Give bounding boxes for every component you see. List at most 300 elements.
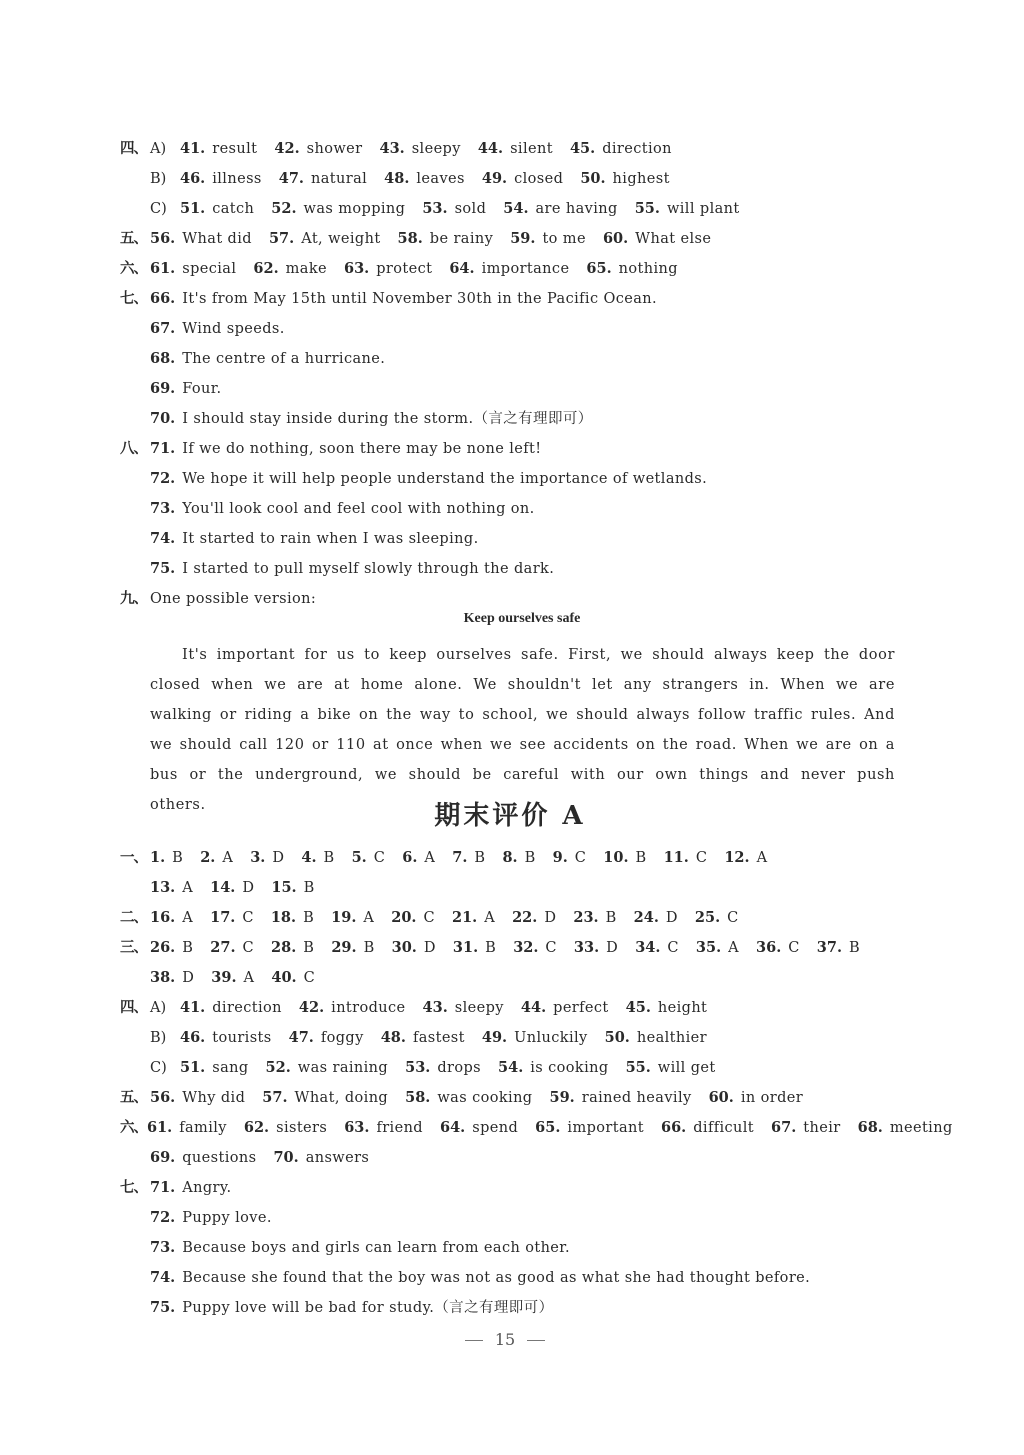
answer-items [150,464,724,494]
answer-row [120,963,910,993]
question-number: 9. [552,849,568,866]
question-number: 59. [549,1089,575,1106]
answer-items [150,843,784,873]
answer-text: Puppy love. [182,1210,272,1226]
question-number: 33. [573,939,600,956]
answer-row [120,933,910,963]
answer-item [150,224,252,254]
question-number: 48. [380,1029,406,1046]
answer-row [120,494,910,524]
answer-row [120,134,910,164]
answer-row [120,1173,910,1203]
answer-row [120,164,910,194]
answer-item [344,254,432,284]
answer-text: leaves [416,171,465,187]
answer-item [605,1023,707,1053]
answer-item [299,993,406,1023]
answer-item [352,843,386,873]
answer-text: I should stay inside during the storm.（言之有理即可） [182,411,593,427]
answer-text: D [272,850,285,866]
answer-item [817,933,860,963]
question-number: 28. [271,939,297,956]
answer-item [271,903,314,933]
question-number: 64. [449,260,475,277]
answer-items [150,963,332,993]
answer-text: nothing [618,261,678,277]
answer-item [150,903,193,933]
answer-text: D [665,910,678,926]
question-number: 8. [502,849,518,866]
answer-item [586,254,678,284]
answer-text: closed [514,171,564,187]
answer-row [120,1233,910,1263]
answer-text: A [182,910,194,926]
question-number: 56. [150,1089,176,1106]
answer-item [405,1083,532,1113]
answer-item [150,933,193,963]
answer-items [150,344,402,374]
answer-items [150,1143,386,1173]
question-number: 42. [298,999,325,1016]
answer-item [211,963,254,993]
question-number: 58. [405,1089,431,1106]
essay-body [150,640,895,820]
section-label: 四、 [120,140,147,157]
answer-item [392,933,436,963]
answer-text: B [474,850,486,866]
answer-item [379,134,460,164]
answer-item [521,993,609,1023]
answer-item [150,1143,256,1173]
answer-text: If we do nothing, soon there may be none left! [182,441,542,457]
answer-text: B [303,910,315,926]
answer-text: difficult [693,1120,755,1136]
answer-item [244,1113,327,1143]
answer-row [120,584,910,614]
answer-item [301,843,334,873]
answer-text: B [849,940,861,956]
answer-text: Why did [182,1090,246,1106]
question-number: 47. [278,170,304,187]
question-number: 63. [344,1119,370,1136]
answer-text: height [657,1000,708,1016]
question-number: 70. [150,410,176,427]
answer-item [510,224,586,254]
section-label: 一、 [120,849,147,866]
answer-item [503,194,617,224]
question-number: 57. [268,230,295,247]
section-label: 五、 [120,230,147,247]
question-number: 52. [271,200,297,217]
dash-left [465,1340,483,1341]
question-number: 49. [481,170,508,187]
answer-item [405,1053,481,1083]
answer-item [756,933,800,963]
question-number: 47. [288,1029,314,1046]
answer-text: C [667,940,679,956]
section-label: 三、 [120,939,147,956]
question-number: 63. [344,260,370,277]
answer-text: C [788,940,800,956]
answer-text: questions [182,1150,257,1166]
answer-text: A [222,850,234,866]
answer-text: B [303,880,315,896]
question-number: 43. [422,999,448,1016]
question-number: 68. [857,1119,883,1136]
answer-text: introduce [331,1000,406,1016]
question-number: 73. [150,500,176,517]
section-label: 九、 [120,590,147,607]
answer-text: catch [212,201,255,217]
answer-text: special [182,261,237,277]
question-number: 53. [422,200,448,217]
question-number: 35. [695,939,722,956]
answer-item [635,933,679,963]
answer-item [150,963,194,993]
answer-row [120,554,910,584]
answer-items [150,1173,249,1203]
answer-row [120,254,910,284]
question-number: 32. [513,939,539,956]
answer-text: C [423,910,435,926]
answer-text: is cooking [530,1060,609,1076]
answer-item [580,164,669,194]
answer-text: sisters [276,1120,328,1136]
question-number: 15. [271,879,297,896]
answer-text: spend [472,1120,519,1136]
answer-item [180,1023,272,1053]
answer-items [150,933,877,963]
question-number: 65. [586,260,612,277]
answer-item [452,843,485,873]
answer-item [402,843,435,873]
question-number: 38. [150,969,176,986]
question-number: 46. [180,170,206,187]
answer-text: D [423,940,436,956]
answer-text: Puppy love will be bad for study.（言之有理即可） [182,1300,554,1316]
question-number: 74. [150,1269,176,1286]
question-number: 1. [150,849,166,866]
answer-text: C [574,850,587,866]
question-number: 42. [274,140,300,157]
answer-text: Unluckily [514,1030,588,1046]
answer-item [381,1023,465,1053]
question-number: 29. [331,939,357,956]
section-label: 八、 [120,440,147,457]
answer-items [180,993,724,1023]
question-number: 41. [180,140,206,157]
answer-row [120,314,910,344]
answer-row [120,434,910,464]
answer-item [724,843,767,873]
answer-text: to me [542,231,586,247]
answer-items [150,873,332,903]
answer-text: You'll look cool and feel cool with nothing on. [182,501,535,517]
answer-item [150,464,707,494]
answer-text: in order [740,1090,804,1106]
answer-item [150,254,236,284]
answer-text: C [242,910,254,926]
answer-text: B [635,850,647,866]
answer-text: direction [212,1000,282,1016]
answer-text: was mopping [303,201,406,217]
answer-item [550,1083,692,1113]
question-number: 64. [440,1119,466,1136]
question-number: 66. [150,290,176,307]
answer-item [331,933,374,963]
answer-items [150,1293,570,1323]
answer-items [150,254,695,284]
question-number: 11. [663,849,689,866]
question-number: 55. [634,200,660,217]
answer-text: One possible version: [150,591,317,607]
answer-item [150,284,657,314]
answer-row [120,1143,910,1173]
answer-text: friend [376,1120,423,1136]
question-number: 45. [625,999,651,1016]
answer-item [180,194,254,224]
answer-text: their [803,1120,841,1136]
page-number-text: 15 [494,1330,516,1349]
question-number: 67. [771,1119,797,1136]
answer-row [120,1083,910,1113]
question-number: 31. [452,939,479,956]
subsection-label: C) [150,201,167,217]
answer-text: B [303,940,315,956]
question-number: 60. [708,1089,734,1106]
answer-items [150,374,239,404]
answer-text: D [606,940,619,956]
answer-text: sold [454,201,487,217]
question-number: 27. [210,939,236,956]
answer-row [120,1023,910,1053]
question-number: 26. [150,939,176,956]
dash-right [527,1340,545,1341]
subsection-label: B) [150,1030,167,1046]
answer-item [696,933,739,963]
answer-item [858,1113,953,1143]
question-number: 39. [211,969,237,986]
answer-item [210,873,254,903]
answer-items [150,434,559,464]
answer-item [262,1083,388,1113]
question-number: 49. [481,1029,508,1046]
answer-item [423,993,504,1023]
answer-items [150,224,728,254]
answer-text: A [243,970,255,986]
section-label: 五、 [120,1089,147,1106]
answer-row [120,993,910,1023]
answer-item [150,524,479,554]
question-number: 61. [150,260,176,277]
answer-text: B [323,850,335,866]
answer-text: D [182,970,195,986]
question-number: 71. [150,1179,176,1196]
answer-items [180,1053,733,1083]
question-number: 43. [379,140,405,157]
answer-item [289,1023,364,1053]
question-number: 37. [816,939,842,956]
answer-item [664,843,708,873]
answer-items [180,1023,724,1053]
question-number: 7. [452,849,468,866]
answer-row [120,524,910,554]
answer-text: Four. [182,381,222,397]
answer-item [150,1083,245,1113]
answer-item [180,1053,249,1083]
question-number: 62. [253,260,279,277]
question-number: 19. [331,909,357,926]
question-number: 75. [150,560,176,577]
answer-row [120,194,910,224]
page-number [0,1330,1010,1349]
answer-text: was raining [297,1060,389,1076]
question-number: 57. [262,1089,288,1106]
answer-text: make [285,261,327,277]
answer-items [150,1263,827,1293]
answer-items [180,134,689,164]
answer-text: was cooking [437,1090,533,1106]
answer-text: C [303,970,316,986]
answer-text: At, weight [301,231,381,247]
answer-items [150,1203,289,1233]
answer-items [150,524,496,554]
question-number: 52. [265,1059,291,1076]
answer-row [120,374,910,404]
answer-item [513,933,557,963]
answer-text: tourists [212,1030,272,1046]
answer-text: Because she found that the boy was not as good as what she had thought before. [182,1270,811,1286]
answer-text: What else [635,231,712,247]
answer-item [452,903,495,933]
answer-item [512,903,556,933]
answer-text: A [756,850,768,866]
question-number: 72. [150,1209,176,1226]
answer-item [150,314,285,344]
answer-row [120,344,910,374]
essay-title: Keep ourselves safe [463,611,581,626]
answer-text: important [567,1120,644,1136]
answer-list-part2 [120,843,953,1323]
answer-items [150,314,302,344]
answer-item [150,344,385,374]
answer-items [150,903,756,933]
question-number: 6. [402,849,418,866]
question-number: 54. [498,1059,524,1076]
question-number: 5. [351,849,367,866]
question-number: 67. [150,320,176,337]
answer-text: importance [481,261,570,277]
answer-item [603,843,646,873]
section-label: 七、 [120,290,147,307]
question-number: 24. [633,909,659,926]
answer-text: A [728,940,740,956]
answer-text: It started to rain when I was sleeping. [182,531,479,547]
section-label: 七、 [120,1179,147,1196]
answer-text: shower [306,141,363,157]
question-number: 61. [147,1119,173,1136]
answer-text: natural [310,171,368,187]
answer-text: illness [212,171,262,187]
answer-item [570,134,672,164]
question-number: 60. [602,230,629,247]
subsection-label: A) [150,1000,167,1016]
answer-item [271,933,314,963]
answer-row [120,464,910,494]
answer-text: perfect [553,1000,609,1016]
question-number: 69. [150,380,176,397]
subsection-label: B) [150,171,167,187]
answer-text: protect [376,261,433,277]
question-number: 44. [477,140,504,157]
answer-text: C [242,940,255,956]
answer-item [150,404,593,434]
question-number: 55. [625,1059,651,1076]
answer-text: A [363,910,375,926]
answer-text: B [182,940,194,956]
answer-item [449,254,569,284]
answer-items [150,404,610,434]
question-number: 70. [273,1149,299,1166]
answer-item [180,164,262,194]
answer-item [150,843,183,873]
answer-item [271,963,315,993]
answer-item [253,254,327,284]
section-label: 二、 [120,909,147,926]
question-number: 34. [635,939,661,956]
question-number: 62. [243,1119,270,1136]
question-number: 41. [180,999,206,1016]
answer-item [634,903,678,933]
answer-text: I started to pull myself slowly through the dark. [182,561,555,577]
answer-row [120,1293,910,1323]
answer-items [150,554,571,584]
question-number: 21. [451,909,478,926]
answer-text: foggy [320,1030,364,1046]
question-number: 73. [150,1239,176,1256]
question-number: 40. [271,969,297,986]
answer-text: D [544,910,557,926]
answer-row [120,404,910,434]
answer-text: highest [612,171,670,187]
answer-text: We hope it will help people understand the importance of wetlands. [182,471,708,487]
answer-item [573,903,616,933]
answer-item [626,993,708,1023]
answer-item [150,1203,272,1233]
answer-item [200,843,233,873]
answer-item [661,1113,754,1143]
question-number: 45. [569,140,596,157]
answer-item [709,1083,803,1113]
question-number: 46. [180,1029,206,1046]
answer-text: D [242,880,255,896]
answer-text: B [363,940,375,956]
answer-item [603,224,711,254]
answer-text: A [484,910,496,926]
answer-item [502,843,535,873]
answer-item [150,434,542,464]
answer-item [147,1113,227,1143]
subsection-label: A) [150,141,167,157]
answer-item [150,1173,232,1203]
answer-text: Wind speeds. [182,321,285,337]
answer-row [120,1203,910,1233]
answer-items [150,584,333,614]
answer-text: silent [510,141,553,157]
answer-item [482,164,563,194]
answer-text: C [695,850,708,866]
question-number: 54. [503,200,529,217]
